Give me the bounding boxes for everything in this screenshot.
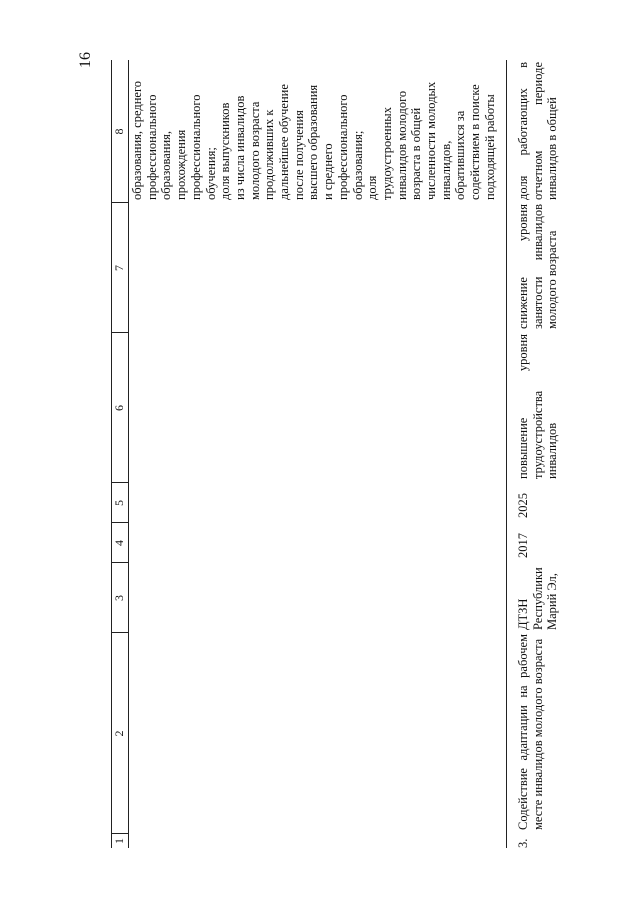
col8-line: доля [365, 175, 380, 200]
header-col-4: 4 [112, 540, 126, 546]
col8-line: профессионального [335, 94, 350, 200]
col8-line: из числа инвалидов [232, 95, 247, 200]
header-col-7: 7 [112, 265, 126, 271]
col8-line: содействием в поиске [468, 84, 483, 200]
col8-line: высшего образования [306, 84, 321, 200]
row3-end-year: 2025 [516, 493, 530, 518]
row3-executor: ДТЗН Республики Марий Эл, [516, 567, 560, 630]
header-col-2: 2 [112, 730, 126, 737]
row3-indicator: доля работающих в отчетном периоде инвалидов в общей [516, 62, 560, 200]
col8-line: после получения [291, 110, 306, 200]
col8-line: образования, среднего [130, 80, 144, 200]
page-number: 16 [77, 52, 94, 68]
col8-line: профессионального [144, 94, 159, 200]
header-col-1: 1 [112, 838, 126, 844]
table-separator-rule [506, 60, 507, 848]
header-col-8: 8 [112, 128, 126, 135]
col8-line: молодого возраста [247, 101, 262, 200]
col8-line: доля выпускников [218, 102, 233, 200]
header-col-5: 5 [112, 500, 126, 506]
col8-line: продолживших к [262, 109, 277, 200]
col8-line: обратившихся за [453, 110, 468, 200]
header-col-3: 3 [112, 595, 126, 601]
col8-line: трудоустроенных [379, 107, 394, 200]
row3-measure: Содействие адаптации на рабочем месте инвалидов молодого возраста [516, 634, 545, 830]
row3-start-year: 2017 [516, 533, 530, 558]
col8-line: инвалидов молодого [394, 90, 409, 200]
col8-line: численности молодых [424, 81, 439, 200]
col8-continuation [130, 60, 498, 200]
col8-line: образования, [159, 130, 174, 200]
row3-consequence: снижение уровня занятости инвалидов молодого возраста [516, 204, 560, 329]
col8-line: обучения; [203, 147, 218, 200]
table-frame [111, 60, 581, 848]
col8-line: дальнейшее обучение [277, 84, 292, 200]
row3-number: 3. [516, 838, 530, 848]
col8-line: возраста в общей [409, 107, 424, 200]
col8-line: инвалидов, [438, 140, 453, 200]
col8-line: образования; [350, 130, 365, 200]
row3-result: повышение уровня трудоустройства инвалидов [516, 334, 560, 479]
table-header-rule [128, 60, 129, 848]
col8-line: профессионального [188, 94, 203, 200]
header-col-6: 6 [112, 405, 126, 411]
col8-line: прохождения [174, 129, 189, 200]
col8-line: и среднего [321, 143, 336, 200]
col8-line: подходящей работы [482, 94, 497, 200]
